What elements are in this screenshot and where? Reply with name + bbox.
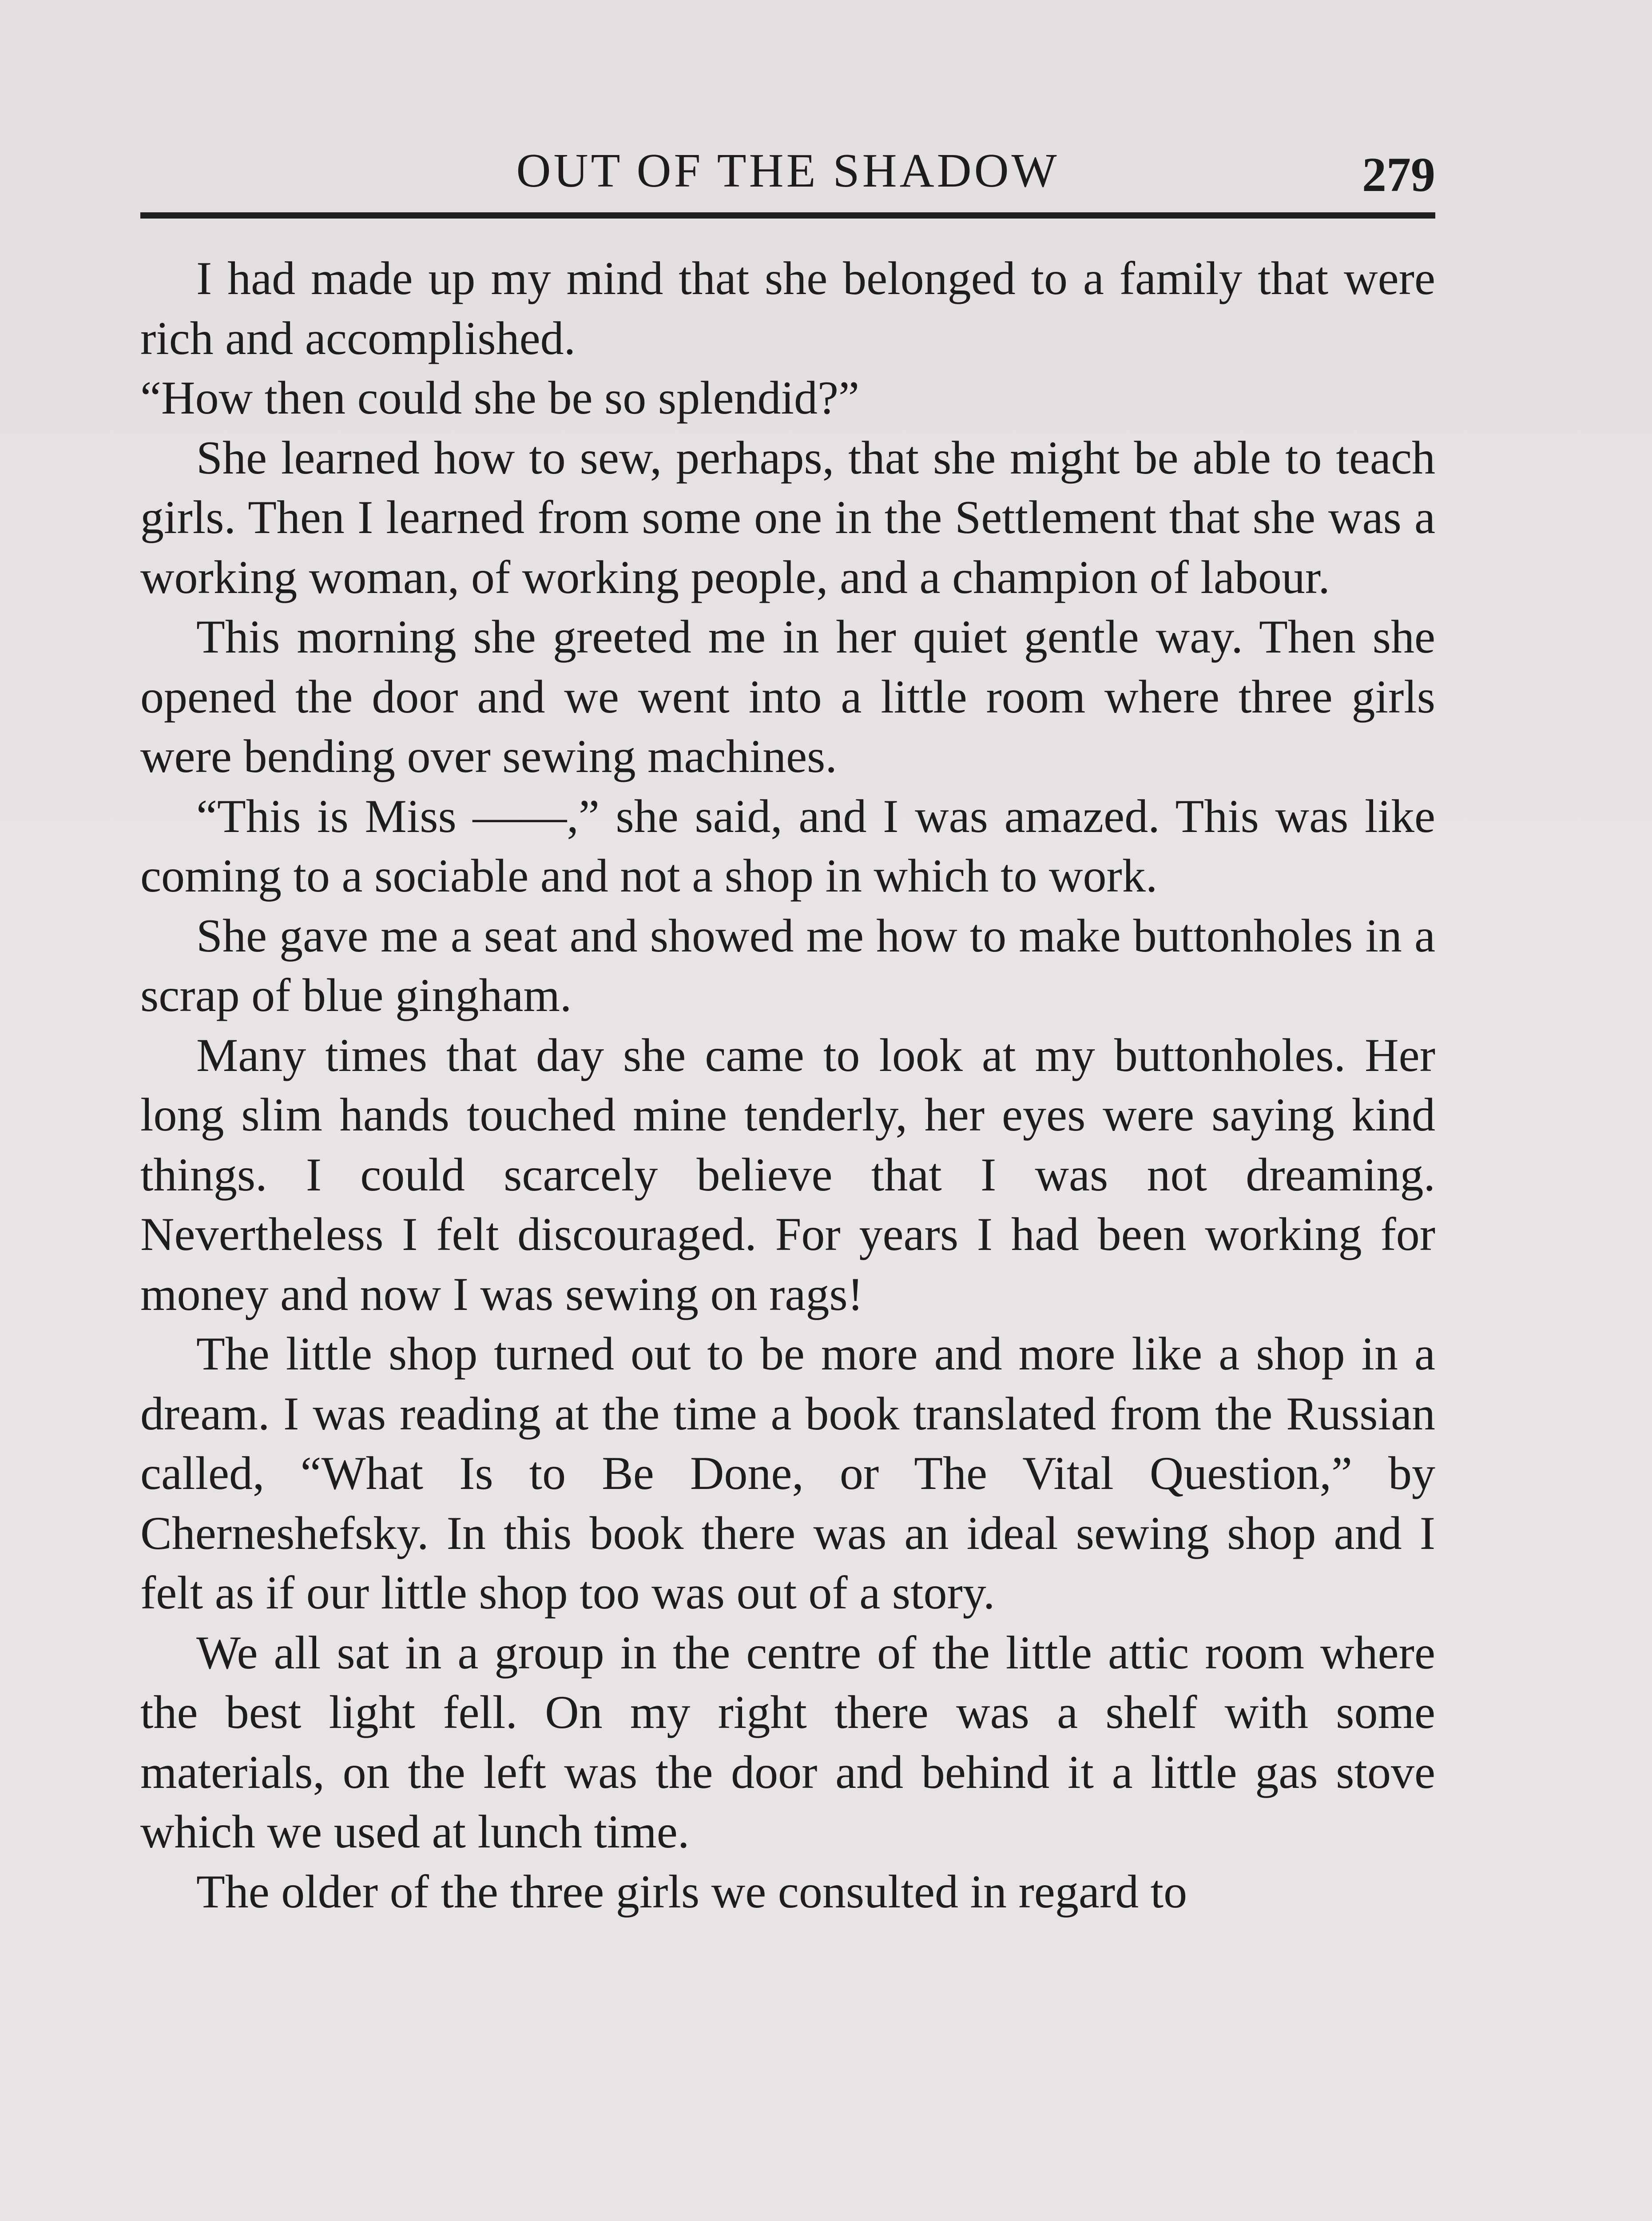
header-rule bbox=[140, 212, 1435, 219]
paragraph: She gave me a seat and showed me how to make buttonholes in a scrap of blue gingham. bbox=[140, 909, 1435, 1021]
paragraph: She learned how to sew, perhaps, that she might be able to teach girls. Then I learned from some one in the Settlement that she was a working woman, of working people, and a champion of labour. bbox=[140, 431, 1435, 603]
paragraph: “This is Miss ——,” she said, and I was amazed. This was like coming to a sociable and not a shop in which to work. bbox=[140, 790, 1435, 902]
page-header bbox=[140, 142, 1435, 200]
page-number: 279 bbox=[1362, 147, 1435, 202]
paragraph: The older of the three girls we consulted in regard to bbox=[196, 1865, 1187, 1918]
paragraph: We all sat in a group in the centre of the little attic room where the best light fell. On my right there was a shelf with some materials, on the left was the door and behind it a little gas stove which we used at lunch time. bbox=[140, 1626, 1435, 1858]
paragraph: Many times that day she came to look at my buttonholes. Her long slim hands touched mine tenderly, her eyes were saying kind things. I could scarcely believe that I was not dreaming. Nevertheless I felt discouraged. For years I had been working for money and now I was sewing on rags! bbox=[140, 1029, 1435, 1320]
running-title: OUT OF THE SHADOW bbox=[516, 144, 1060, 197]
paragraph: The little shop turned out to be more and more like a shop in a dream. I was reading at the time a book translated from the Russian called, “What Is to Be Done, or The Vital Question,” by Cherneshefsky. In this book there was an ideal sewing shop and I felt as if our little shop too was out of a story. bbox=[140, 1328, 1435, 1619]
body-text bbox=[140, 249, 1435, 1922]
paragraph: “How then could she be so splendid?” bbox=[140, 372, 860, 424]
paragraph: I had made up my mind that she belonged to a family that were rich and accomplished. bbox=[140, 252, 1435, 364]
paragraph: This morning she greeted me in her quiet gentle way. Then she opened the door and we went into a little room where three girls were bending over sewing machines. bbox=[140, 611, 1435, 782]
